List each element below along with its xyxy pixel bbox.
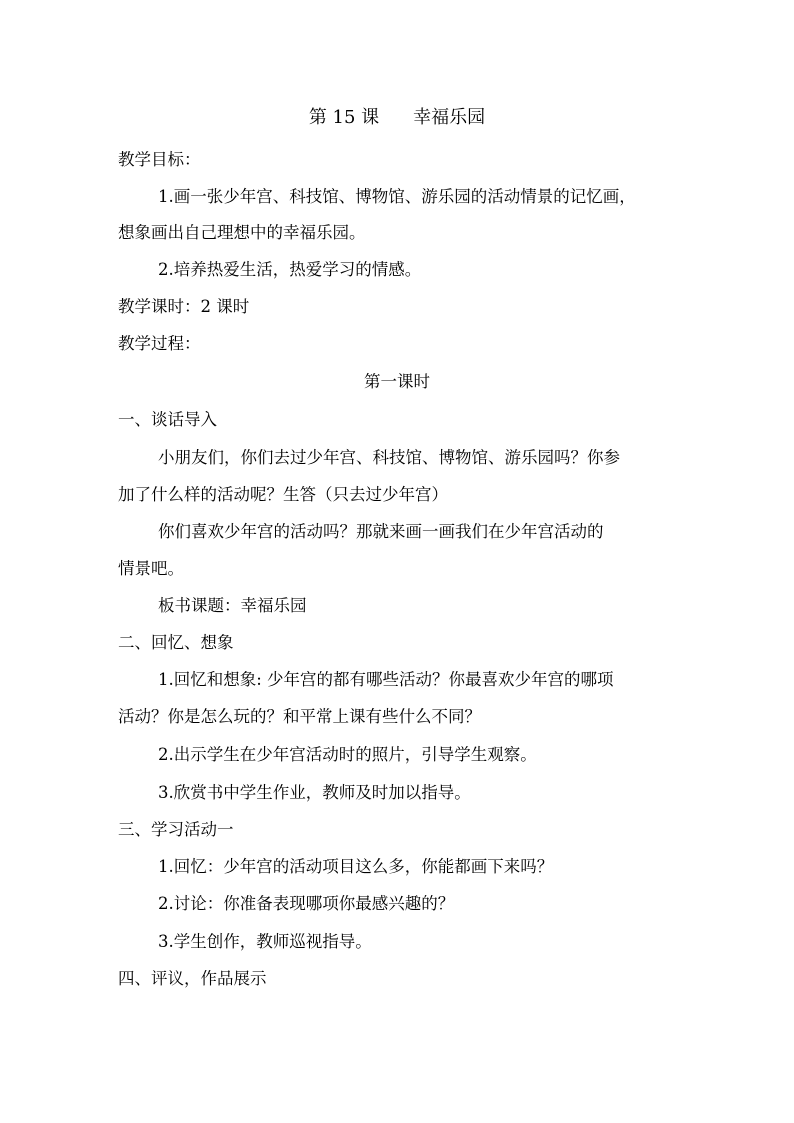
lesson-title [0,108,794,128]
section-2-heading: 二、回忆、想象 [118,633,234,652]
goal-1-line-1: 1.画一张少年宫、科技馆、博物馆、游乐园的活动情景的记忆画， [158,187,636,206]
section-1-heading: 一、谈话导入 [118,410,217,429]
process-heading: 教学过程： [118,334,201,353]
lesson-number: 第 15 课 [308,107,380,128]
section-2-item-2: 2.出示学生在少年宫活动时的照片，引导学生观察。 [158,745,537,764]
section-1-para-2-line-1: 你们喜欢少年宫的活动吗？那就来画一画我们在少年宫活动的 [158,522,604,541]
section-1-para-3: 板书课题：幸福乐园 [158,596,307,615]
section-3-item-2: 2.讨论：你准备表现哪项你最感兴趣的？ [158,894,455,913]
section-1-para-2-line-2: 情景吧。 [118,559,184,578]
section-2-item-1-line-1: 1.回忆和想象: 少年宫的都有哪些活动？你最喜欢少年宫的哪项 [158,670,614,689]
section-4-heading: 四、评议，作品展示 [118,969,267,988]
section-3-item-1: 1.回忆：少年宫的活动项目这么多，你能都画下来吗？ [158,857,554,876]
session-heading: 第一课时 [364,372,430,391]
section-2-item-1-line-2: 活动？你是怎么玩的？和平常上课有些什么不同？ [118,707,481,726]
section-1-para-1-line-2: 加了什么样的活动呢？生答（只去过少年宫） [118,485,448,504]
goals-heading: 教学目标： [118,150,201,169]
teaching-hours: 教学课时：2 课时 [118,297,250,316]
section-3-item-3: 3.学生创作，教师巡视指导。 [158,932,372,951]
section-1-para-1-line-1: 小朋友们，你们去过少年宫、科技馆、博物馆、游乐园吗？你参 [158,448,620,467]
lesson-name: 幸福乐园 [413,107,486,128]
section-2-item-3: 3.欣赏书中学生作业，教师及时加以指导。 [158,783,471,802]
section-3-heading: 三、学习活动一 [118,820,234,839]
goal-1-line-2: 想象画出自己理想中的幸福乐园。 [118,223,366,242]
goal-2: 2.培养热爱生活，热爱学习的情感。 [158,260,422,279]
